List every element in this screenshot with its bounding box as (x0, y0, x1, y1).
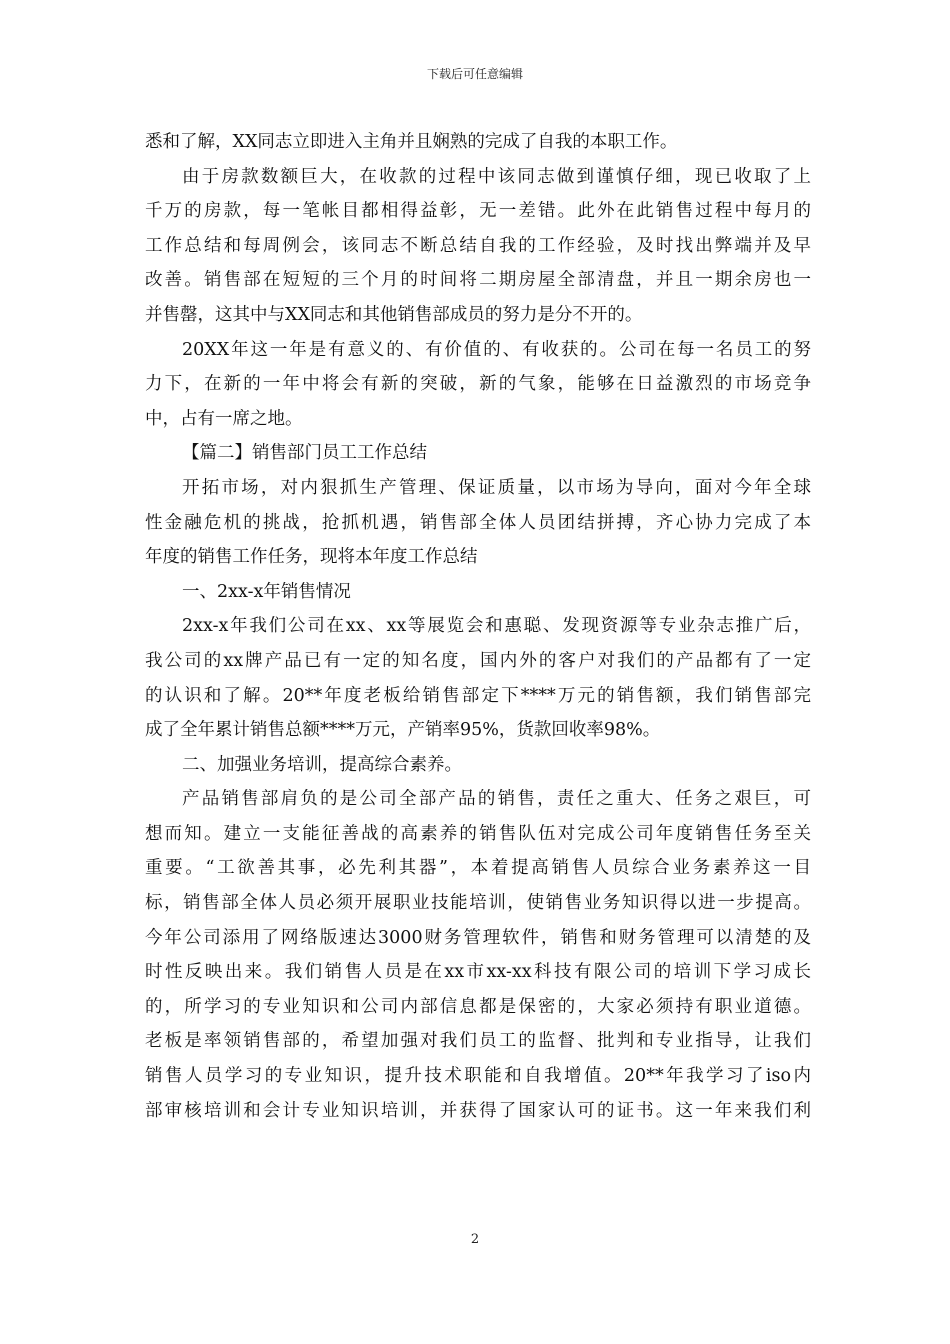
text-line: 老板是率领销售部的，希望加强对我们员工的监督、批判和专业指导，让我们 (145, 1031, 811, 1052)
text-line: 开拓市场，对内狠抓生产管理、保证质量，以市场为导向，面对今年全球 (182, 477, 811, 498)
body-text (145, 125, 811, 1128)
text-line: 悉和了解，XX同志立即进入主角并且娴熟的完成了自我的本职工作。 (145, 132, 678, 152)
text-line: 的认识和了解。20**年度老板给销售部定下****万元的销售额，我们销售部完 (145, 685, 811, 706)
text-line: 并售罄，这其中与XX同志和其他销售部成员的努力是分不开的。 (145, 304, 643, 325)
text-line: 部审核培训和会计专业知识培训，并获得了国家认可的证书。这一年来我们利 (145, 1100, 811, 1121)
text-line: 想而知。建立一支能征善战的高素养的销售队伍对完成公司年度销售任务至关 (145, 823, 811, 844)
text-line: 性金融危机的挑战，抢抓机遇，销售部全体人员团结拼搏，齐心协力完成了本 (145, 512, 811, 533)
text-line: 由于房款数额巨大，在收款的过程中该同志做到谨慎仔细，现已收取了上 (182, 166, 811, 187)
text-line: 2xx-x年我们公司在xx、xx等展览会和惠聪、发现资源等专业杂志推广后， (182, 616, 811, 637)
text-line: 千万的房款，每一笔帐目都相得益彰，无一差错。此外在此销售过程中每月的 (145, 201, 811, 222)
text-line: 今年公司添用了网络版速达3000财务管理软件，销售和财务管理可以清楚的及 (145, 927, 811, 948)
text-line: 改善。销售部在短短的三个月的时间将二期房屋全部清盘，并且一期余房也一 (145, 270, 811, 291)
text-line: 力下，在新的一年中将会有新的突破，新的气象，能够在日益激烈的市场竞争 (145, 374, 811, 395)
text-line: 【篇二】销售部门员工工作总结 (182, 443, 427, 464)
text-line: 重要。“工欲善其事，必先利其器”，本着提高销售人员综合业务素养这一目 (145, 858, 811, 879)
text-line: 中，占有一席之地。 (145, 408, 303, 429)
text-line: 工作总结和每周例会，该同志不断总结自我的工作经验，及时找出弊端并及早 (145, 235, 811, 256)
text-line: 二、加强业务培训，提高综合素养。 (182, 754, 462, 775)
page-header: 下载后可任意编辑 (426, 67, 523, 81)
text-line: 年度的销售工作任务，现将本年度工作总结 (145, 547, 478, 568)
text-line: 时性反映出来。我们销售人员是在xx市xx-xx科技有限公司的培训下学习成长 (145, 962, 811, 983)
text-line: 一、2xx-x年销售情况 (182, 581, 351, 602)
page-number: 2 (470, 1232, 480, 1247)
text-line: 标，销售部全体人员必须开展职业技能培训，使销售业务知识得以进一步提高。 (145, 893, 811, 914)
text-line: 的，所学习的专业知识和公司内部信息都是保密的，大家必须持有职业道德。 (145, 996, 811, 1017)
text-line: 我公司的xx牌产品已有一定的知名度，国内外的客户对我们的产品都有了一定 (145, 650, 811, 671)
text-line: 20XX年这一年是有意义的、有价值的、有收获的。公司在每一名员工的努 (182, 339, 811, 360)
text-line: 产品销售部肩负的是公司全部产品的销售，责任之重大、任务之艰巨，可 (182, 789, 811, 810)
text-line: 销售人员学习的专业知识，提升技术职能和自我增值。20**年我学习了iso内 (145, 1066, 811, 1087)
text-line: 成了全年累计销售总额****万元，产销率95%，货款回收率98%。 (145, 720, 661, 741)
